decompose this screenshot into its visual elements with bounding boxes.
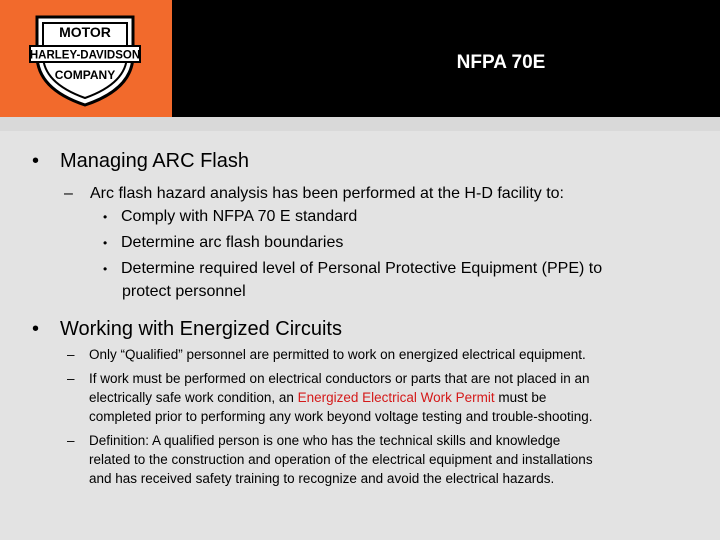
bullet-marker: • [103,262,108,276]
sub-point-text: Only “Qualified” personnel are permitted to work on energized electrical equipment. [89,347,586,362]
heading-text: Managing ARC Flash [60,150,249,172]
list-item-text: Comply with NFPA 70 E standard [121,208,358,225]
bullet-marker: • [32,318,40,340]
sub-point-text [89,369,593,426]
text-line: completed prior to performing any work beyond voltage testing and trouble-shooting. [89,409,593,424]
page-title: NFPA 70E [456,52,546,73]
bullet-marker: • [103,236,108,250]
dash-marker: – [64,185,73,202]
permit-highlight: Energized Electrical Work Permit [297,390,495,405]
logo-text-bottom: COMPANY [54,68,116,82]
text-line: If work must be performed on electrical conductors or parts that are not placed in an [89,371,590,386]
header-bar [0,0,720,117]
heading-text: Working with Energized Circuits [60,318,342,340]
text-segment: electrically safe work condition, an [89,390,298,405]
bullet-marker: • [103,210,108,224]
text-line: related to the construction and operation of the electrical equipment and installations [89,452,593,467]
logo-panel [0,0,172,117]
logo-text-top: MOTOR [59,24,111,40]
list-item-text: Determine arc flash boundaries [121,234,344,251]
logo-text-middle: HARLEY-DAVIDSON [29,49,141,62]
dash-marker: – [67,433,75,448]
text-line: and has received safety training to recognize and avoid the electrical hazards. [89,471,555,486]
list-item-text: protect personnel [122,283,246,300]
dash-marker: – [67,371,75,386]
text-line: Definition: A qualified person is one who has the technical skills and knowledge [89,433,561,448]
text-line [89,388,593,407]
sub-point-text [89,431,593,488]
list-item-text: Determine required level of Personal Protective Equipment (PPE) to [121,260,603,277]
harley-davidson-logo [29,11,141,107]
dash-marker: – [67,347,75,362]
bullet-marker: • [32,150,40,172]
sub-point-text: Arc flash hazard analysis has been performed at the H-D facility to: [90,185,564,202]
text-segment: must be [494,390,547,405]
header-divider [0,117,720,131]
